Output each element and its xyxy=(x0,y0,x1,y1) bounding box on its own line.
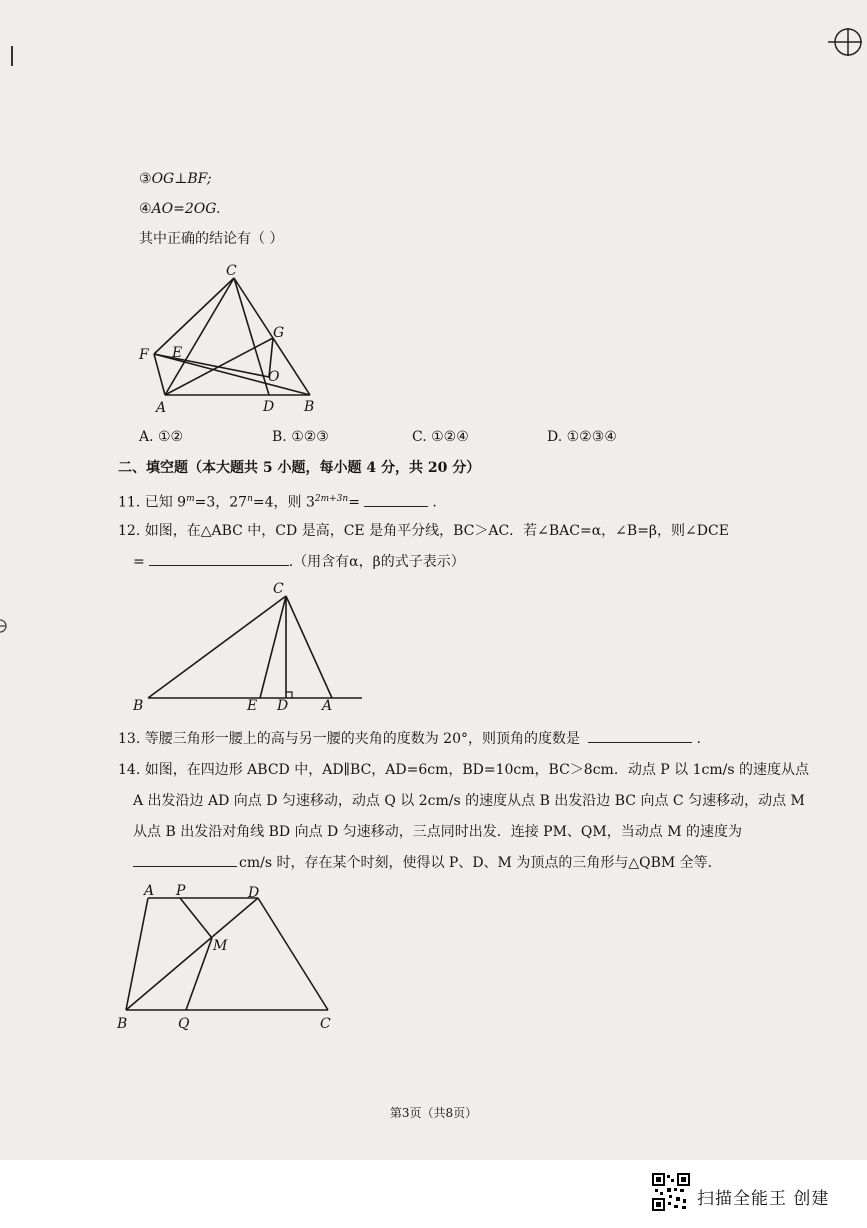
q11-end: . xyxy=(432,494,437,511)
q14-line4 xyxy=(133,854,722,872)
q14-label-m: M xyxy=(213,938,228,954)
q10-label-d: D xyxy=(263,399,275,415)
scanner-brand: 扫描全能王 创建 xyxy=(697,1189,830,1209)
circled-number: ④ xyxy=(139,201,152,217)
q10-label-o: O xyxy=(268,369,280,385)
q12-text: = xyxy=(133,554,145,570)
q14-label-p: P xyxy=(176,883,186,899)
q13 xyxy=(118,730,701,748)
q12-label-a: A xyxy=(322,698,333,714)
q14-label-d: D xyxy=(248,885,260,901)
q14-line1 xyxy=(118,761,809,779)
q10-label-e: E xyxy=(172,345,183,361)
q12-text: .（用含有α，β的式子表示） xyxy=(288,554,465,570)
registration-mark-icon xyxy=(826,24,864,60)
q10-conclusion-4 xyxy=(139,200,220,218)
q14-label-q: Q xyxy=(178,1016,190,1032)
question-number: 11. xyxy=(118,494,141,511)
q11-text: =3，27 xyxy=(194,494,248,511)
q11-exponent: n xyxy=(247,494,253,504)
q12-text: 如图，在△ABC 中，CD 是高，CE 是角平分线，BC＞AC．若∠BAC=α，∠B=β，则∠DCE xyxy=(144,523,729,539)
q10-label-c: C xyxy=(226,263,237,279)
question-number: 13. xyxy=(118,731,141,747)
answer-blank[interactable] xyxy=(133,854,237,867)
q10-label-b: B xyxy=(304,399,315,415)
answer-blank[interactable] xyxy=(364,494,428,507)
q11-exponent: m xyxy=(186,494,195,504)
q10-conclusion-3 xyxy=(139,170,212,188)
q10-label-a: A xyxy=(156,400,167,416)
q13-text: 等腰三角形一腰上的高与另一腰的夹角的度数为 20°，则顶角的度数是 xyxy=(144,731,580,747)
q10-choice-c: C. ①②④ xyxy=(412,429,469,445)
q12-figure xyxy=(140,588,370,708)
section2-header: 二、填空题（本大题共 5 小题，每小题 4 分，共 20 分） xyxy=(118,460,481,476)
q11 xyxy=(118,490,437,512)
q14-label-b: B xyxy=(117,1016,128,1032)
left-binding-mark-icon xyxy=(0,618,8,634)
answer-blank[interactable] xyxy=(588,730,692,743)
q10-label-f: F xyxy=(139,347,149,363)
q12-line2 xyxy=(133,553,465,571)
q11-text: 已知 9 xyxy=(144,494,187,511)
q10-prompt: 其中正确的结论有（ ） xyxy=(139,231,284,247)
q14-line3: 从点 B 出发沿对角线 BD 向点 D 匀速移动，三点同时出发．连接 PM、QM，当动点 M 的速度为 xyxy=(133,824,742,840)
left-edge-mark xyxy=(11,46,13,66)
q14-line2: A 出发沿边 AD 向点 D 匀速移动，动点 Q 以 2cm/s 的速度从点 B 出发沿边 BC 向点 C 匀速移动，动点 M xyxy=(133,793,805,809)
q14-text: 如图，在四边形 ABCD 中，AD∥BC，AD=6cm，BD=10cm，BC＞8cm．动点 P 以 1cm/s 的速度从点 xyxy=(144,762,809,778)
conclusion-text: OG⊥BF; xyxy=(151,171,212,187)
q11-exponent: 2m+3n xyxy=(314,494,349,504)
q12-label-c: C xyxy=(273,581,284,597)
q10-figure xyxy=(130,258,330,418)
qr-code-icon xyxy=(652,1173,690,1211)
circled-number: ③ xyxy=(139,171,152,187)
q11-text: =4，则 3 xyxy=(252,494,315,511)
q14-figure xyxy=(118,888,338,1018)
q13-end: . xyxy=(696,731,701,747)
q12-line1 xyxy=(118,522,729,540)
q14-label-c: C xyxy=(320,1016,331,1032)
q10-choice-a: A. ①② xyxy=(139,429,184,445)
q10-choice-d: D. ①②③④ xyxy=(547,429,617,445)
page-footer: 第3页（共8页） xyxy=(389,1106,478,1120)
q12-label-d: D xyxy=(277,698,289,714)
q10-label-g: G xyxy=(273,325,285,341)
q12-label-e: E xyxy=(247,698,258,714)
q14-text: cm/s 时，存在某个时刻，使得以 P、D、M 为顶点的三角形与△QBM 全等． xyxy=(239,855,722,871)
q12-label-b: B xyxy=(133,698,144,714)
conclusion-text: AO=2OG. xyxy=(151,201,221,217)
question-number: 12. xyxy=(118,523,141,539)
q11-text: = xyxy=(348,494,360,511)
q10-choice-b: B. ①②③ xyxy=(272,429,329,445)
question-number: 14. xyxy=(118,762,141,778)
q14-label-a: A xyxy=(144,883,155,899)
answer-blank[interactable] xyxy=(149,553,289,566)
